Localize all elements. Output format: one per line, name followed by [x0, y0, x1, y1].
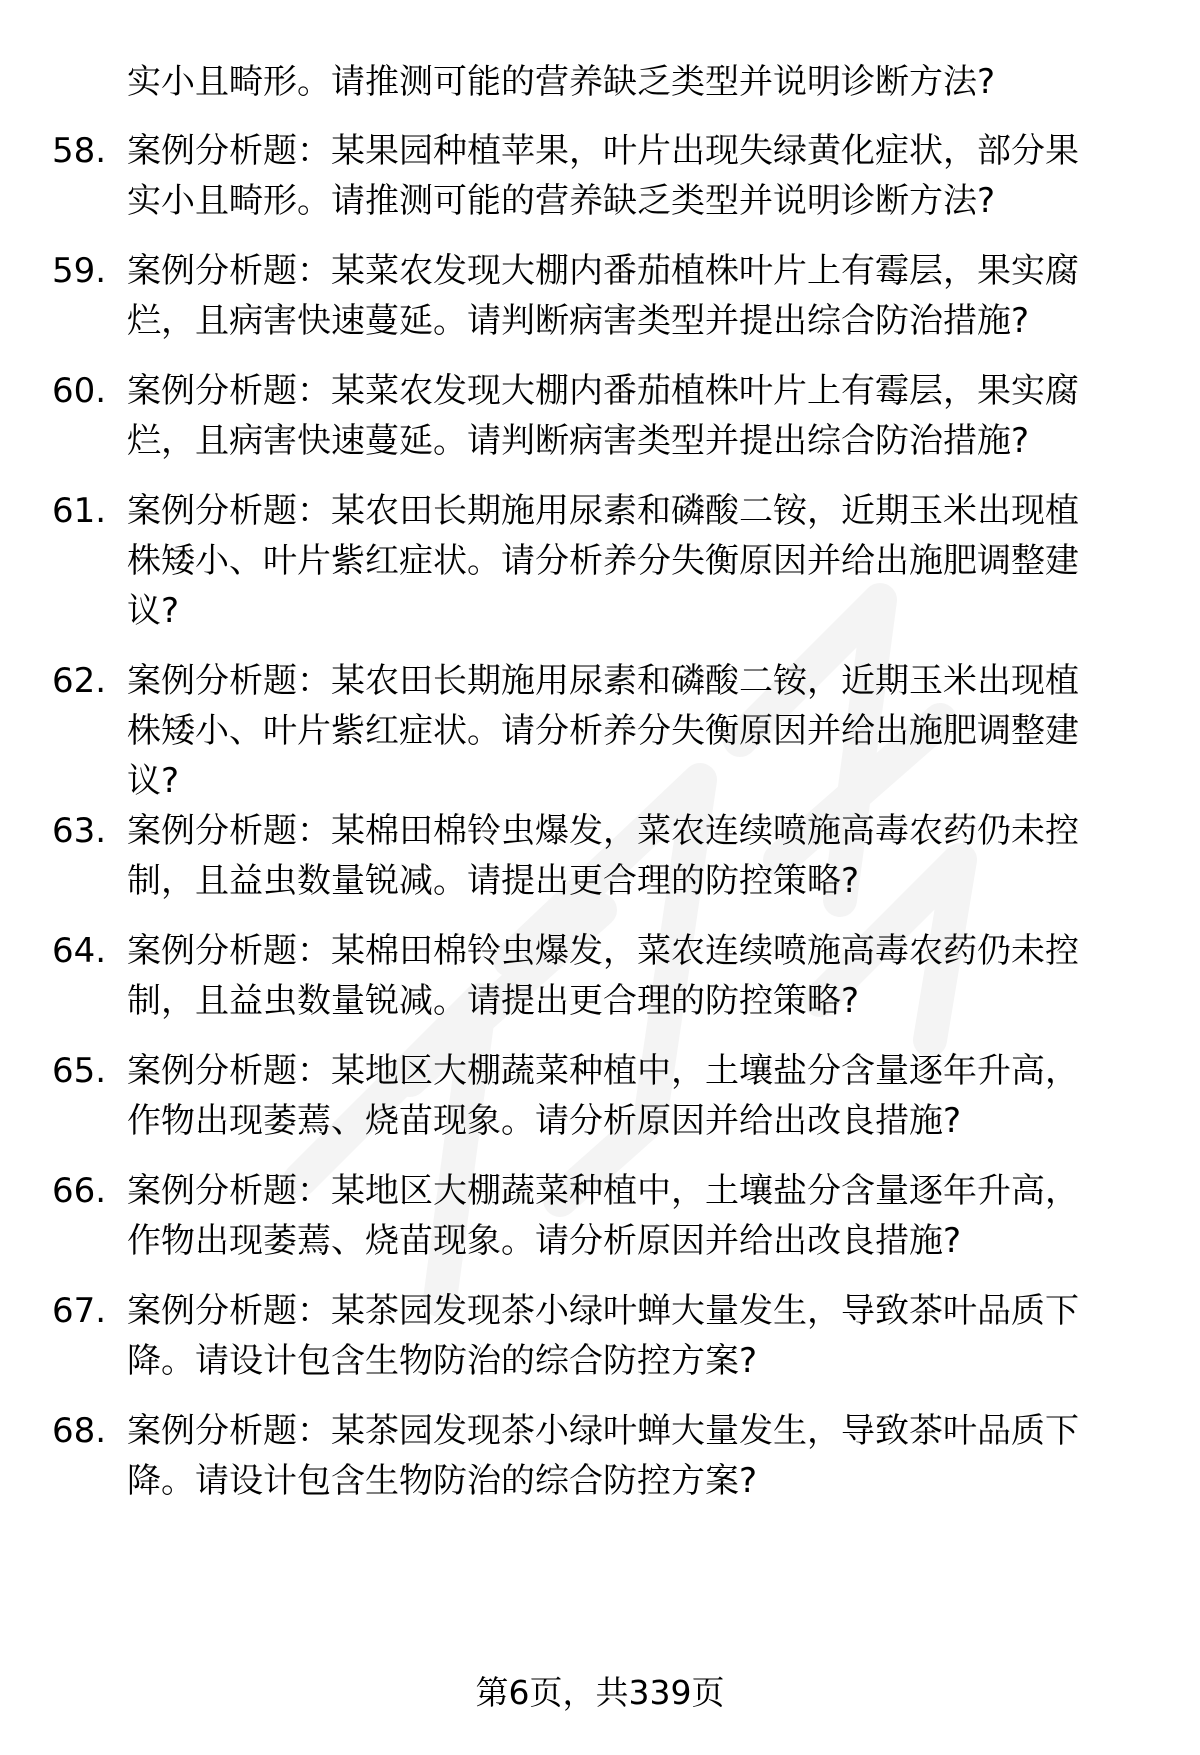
question-text-line: 降。请设计包含生物防治的综合防控方案? [127, 1341, 758, 1381]
question-text-line: 案例分析题：某菜农发现大棚内番茄植株叶片上有霉层，果实腐 [127, 251, 1079, 291]
question-text-line: 降。请设计包含生物防治的综合防控方案? [127, 1461, 758, 1501]
question-text [127, 246, 1147, 346]
question-text [127, 126, 1147, 226]
question-text-line: 案例分析题：某地区大棚蔬菜种植中，土壤盐分含量逐年升高， [127, 1171, 1079, 1211]
question-text-line: 议? [127, 591, 180, 631]
question-text [127, 366, 1147, 466]
question-text-line: 制，且益虫数量锐减。请提出更合理的防控策略? [127, 981, 860, 1021]
question-number: 63. [52, 811, 107, 851]
page-number-footer: 第6页，共339页 [475, 1673, 725, 1712]
question-text [127, 1046, 1147, 1146]
question-text [127, 806, 1147, 906]
question-number: 64. [52, 931, 107, 971]
question-text [127, 1166, 1147, 1266]
question-text-line: 案例分析题：某菜农发现大棚内番茄植株叶片上有霉层，果实腐 [127, 371, 1079, 411]
question-text-line: 案例分析题：某农田长期施用尿素和磷酸二铵，近期玉米出现植 [127, 661, 1079, 701]
question-text [127, 656, 1147, 806]
continued-question-text: 实小且畸形。请推测可能的营养缺乏类型并说明诊断方法? [127, 62, 996, 102]
question-number: 62. [52, 661, 107, 701]
question-text-line: 案例分析题：某农田长期施用尿素和磷酸二铵，近期玉米出现植 [127, 491, 1079, 531]
question-number: 65. [52, 1051, 107, 1091]
question-text-line: 议? [127, 761, 180, 801]
question-number: 66. [52, 1171, 107, 1211]
question-text-line: 烂，且病害快速蔓延。请判断病害类型并提出综合防治措施? [127, 421, 1030, 461]
question-text-line: 株矮小、叶片紫红症状。请分析养分失衡原因并给出施肥调整建 [127, 541, 1079, 581]
question-text [127, 1286, 1147, 1386]
question-number: 67. [52, 1291, 107, 1331]
question-text-line: 实小且畸形。请推测可能的营养缺乏类型并说明诊断方法? [127, 181, 996, 221]
question-text-line: 制，且益虫数量锐减。请提出更合理的防控策略? [127, 861, 860, 901]
question-number: 58. [52, 131, 107, 171]
question-text-line: 案例分析题：某地区大棚蔬菜种植中，土壤盐分含量逐年升高， [127, 1051, 1079, 1091]
question-number: 68. [52, 1411, 107, 1451]
question-text-line: 案例分析题：某棉田棉铃虫爆发，菜农连续喷施高毒农药仍未控 [127, 931, 1079, 971]
question-text-line: 作物出现萎蔫、烧苗现象。请分析原因并给出改良措施? [127, 1101, 962, 1141]
question-number: 59. [52, 251, 107, 291]
question-text-line: 烂，且病害快速蔓延。请判断病害类型并提出综合防治措施? [127, 301, 1030, 341]
question-number: 61. [52, 491, 107, 531]
question-text [127, 486, 1147, 636]
question-text-line: 株矮小、叶片紫红症状。请分析养分失衡原因并给出施肥调整建 [127, 711, 1079, 751]
question-text-line: 作物出现萎蔫、烧苗现象。请分析原因并给出改良措施? [127, 1221, 962, 1261]
question-text-line: 案例分析题：某果园种植苹果，叶片出现失绿黄化症状，部分果 [127, 131, 1079, 171]
question-text [127, 926, 1147, 1026]
question-text-line: 案例分析题：某茶园发现茶小绿叶蝉大量发生，导致茶叶品质下 [127, 1411, 1079, 1451]
question-number: 60. [52, 371, 107, 411]
question-text-line: 案例分析题：某棉田棉铃虫爆发，菜农连续喷施高毒农药仍未控 [127, 811, 1079, 851]
question-text [127, 1406, 1147, 1506]
question-text-line: 案例分析题：某茶园发现茶小绿叶蝉大量发生，导致茶叶品质下 [127, 1291, 1079, 1331]
